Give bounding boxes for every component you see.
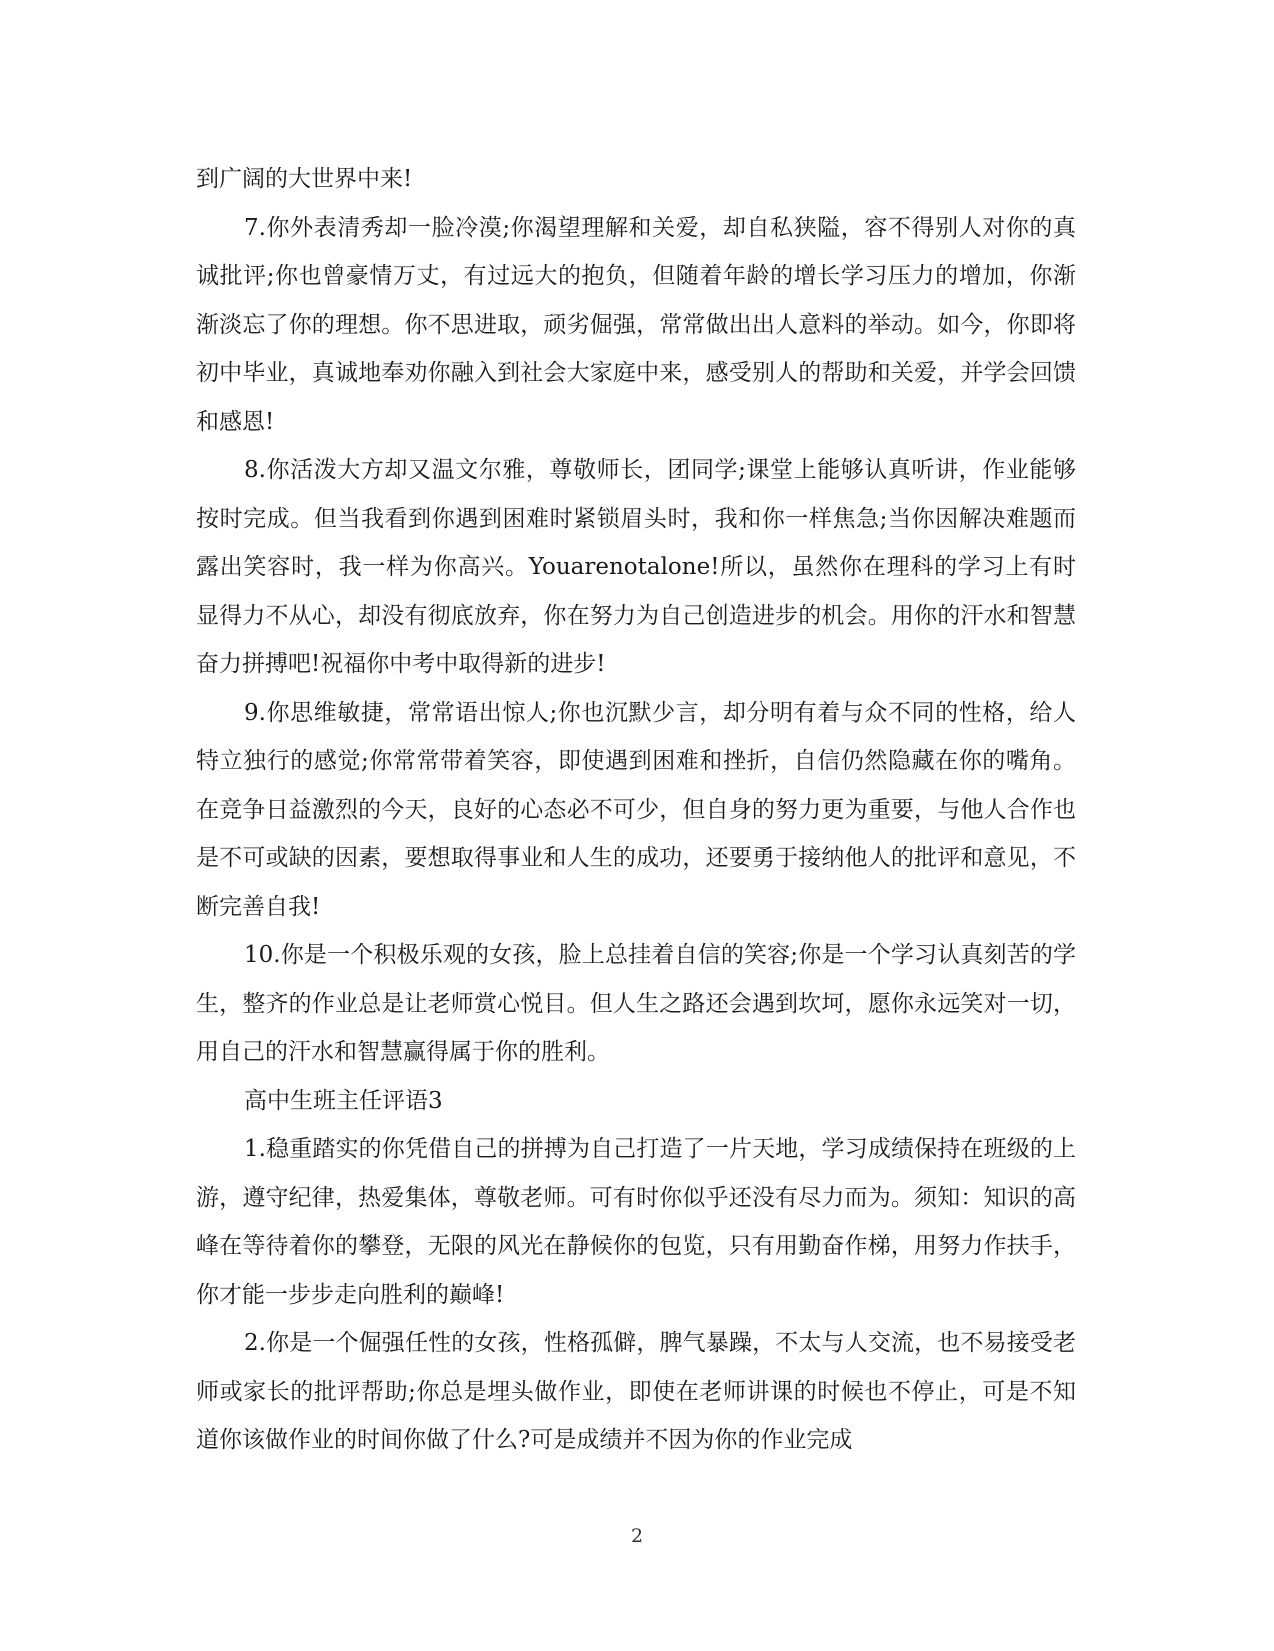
paragraph-continuation: 到广阔的大世界中来! bbox=[196, 166, 413, 192]
page-number: 2 bbox=[630, 1525, 644, 1547]
paragraph-section3-comment-1: 1.稳重踏实的你凭借自己的拼搏为自己打造了一片天地，学习成绩保持在班级的上游，遵守纪律，热爱集体，尊敬老师。可有时你似乎还没有尽力而为。须知：知识的高峰在等待着你的攀登，无限的风光在静候你的包览，只有用勤奋作梯，用努力作扶手，你才能一步步走向胜利的巅峰! bbox=[196, 1136, 1076, 1308]
paragraph-section3-comment-2: 2.你是一个倔强任性的女孩，性格孤僻，脾气暴躁，不太与人交流，也不易接受老师或家长的批评帮助;你总是埋头做作业，即使在老师讲课的时候也不停止，可是不知道你该做作业的时间你做了什么?可是成绩并不因为你的作业完成 bbox=[196, 1330, 1076, 1453]
section-heading: 高中生班主任评语3 bbox=[244, 1087, 443, 1114]
paragraph-comment-7: 7.你外表清秀却一脸冷漠;你渴望理解和关爱，却自私狭隘，容不得别人对你的真诚批评;你也曾豪情万丈，有过远大的抱负，但随着年龄的增长学习压力的增加，你渐渐淡忘了你的理想。你不思进取，顽劣倔强，常常做出出人意料的举动。如今，你即将初中毕业，真诚地奉劝你融入到社会大家庭中来，感受别人的帮助和关爱，并学会回馈和感恩! bbox=[196, 214, 1076, 435]
paragraph-comment-9: 9.你思维敏捷，常常语出惊人;你也沉默少言，却分明有着与众不同的性格，给人特立独行的感觉;你常常带着笑容，即使遇到困难和挫折，自信仍然隐藏在你的嘴角。在竞争日益激烈的今天，良好的心态必不可少，但自身的努力更为重要，与他人合作也是不可或缺的因素，要想取得事业和人生的成功，还要勇于接纳他人的批评和意见，不断完善自我! bbox=[196, 699, 1076, 920]
paragraph-comment-10: 10.你是一个积极乐观的女孩，脸上总挂着自信的笑容;你是一个学习认真刻苦的学生，整齐的作业总是让老师赏心悦目。但人生之路还会遇到坎坷，愿你永远笑对一切，用自己的汗水和智慧赢得属于你的胜利。 bbox=[196, 942, 1076, 1065]
paragraph-comment-8: 8.你活泼大方却又温文尔雅，尊敬师长，团同学;课堂上能够认真听讲，作业能够按时完成。但当我看到你遇到困难时紧锁眉头时，我和你一样焦急;当你因解决难题而露出笑容时，我一样为你高兴。Youarenotalone!所以，虽然你在理科的学习上有时显得力不从心，却没有彻底放弃，你在努力为自己创造进步的机会。用你的汗水和智慧奋力拼搏吧!祝福你中考中取得新的进步! bbox=[196, 457, 1076, 677]
document-body bbox=[196, 155, 1076, 1465]
